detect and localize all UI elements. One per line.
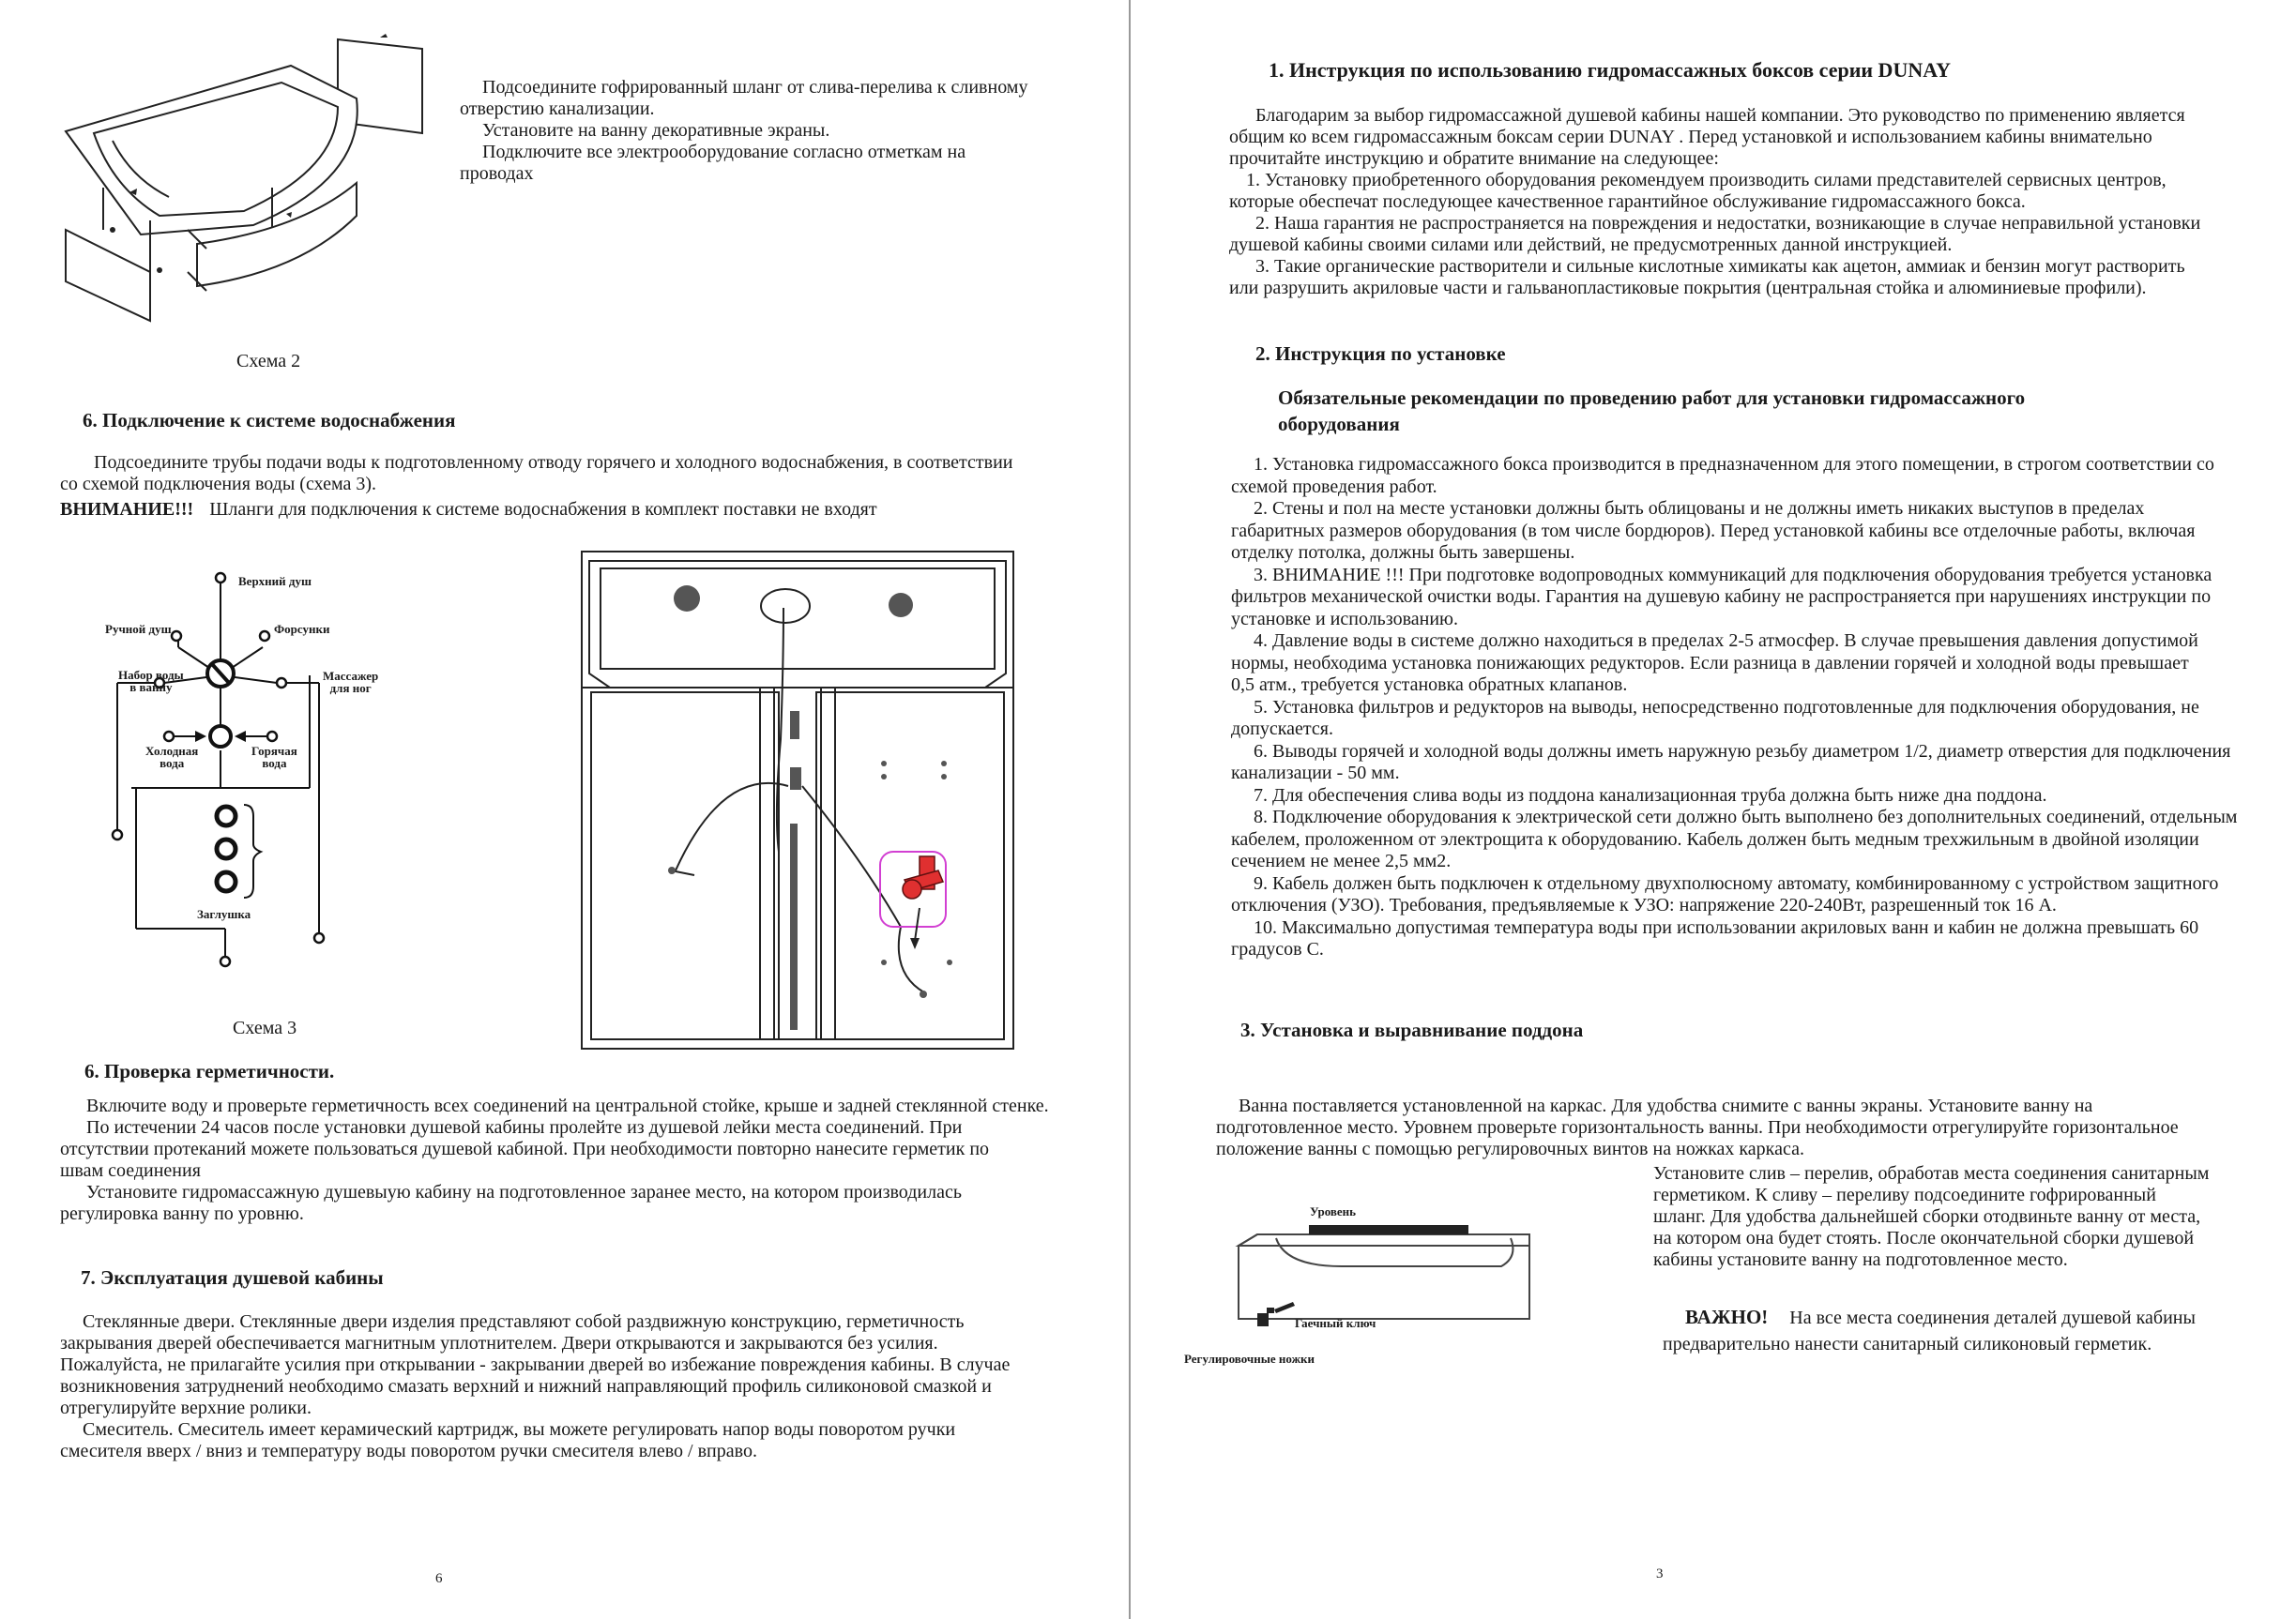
- text-line: 3. ВНИМАНИЕ !!! При подготовке водопроводных коммуникаций для подключения оборудования требуется установка: [1254, 564, 2212, 585]
- text-line: общим ко всем гидромассажным боксам серии DUNAY . Перед установкой и использованием кабины внимательно: [1229, 127, 2152, 147]
- text-line: Установите гидромассажную душевыую кабину на подготовленное заранее место, на котором производилась: [86, 1182, 962, 1203]
- section-check-title: 6. Проверка герметичности.: [84, 1060, 335, 1082]
- important-text: На все места соединения деталей душевой кабины: [1789, 1308, 2196, 1328]
- text-line: 3. Такие органические растворители и сильные кислотные химикаты как ацетон, аммиак и бензин могут растворить: [1255, 256, 2185, 277]
- important-line: [1663, 1304, 2196, 1331]
- label-line: Холодная: [145, 744, 199, 758]
- text-line: отделку потолка, должны быть завершены.: [1231, 542, 1575, 563]
- text-line: 2. Стены и пол на месте установки должны быть облицованы и не должны иметь никаких выступов в пределах: [1254, 498, 2145, 519]
- text-line: закрывания дверей обеспечивается магнитным уплотнителем. Двери открываются и закрываются без усилия.: [60, 1333, 938, 1354]
- text-line: допускается.: [1231, 719, 1333, 739]
- label-line: Набор воды: [118, 668, 184, 682]
- text-line: кабелем, проложенном от электрощита к оборудованию. Кабель должен быть медным трехжильным в двойной изоляции: [1231, 828, 2199, 850]
- label-line: вода: [160, 756, 185, 770]
- text-line: Подсоедините трубы подачи воды к подготовленному отводу горячего и холодного водоснабжения, в соответствии: [94, 452, 1013, 473]
- text-line: Установите на ванну декоративные экраны.: [482, 120, 830, 141]
- text-line: прочитайте инструкцию и обратите внимание на следующее:: [1229, 148, 1719, 169]
- section1-body: [1229, 105, 2200, 299]
- text-line: смесителя вверх / вниз и температуру воды поворотом ручки смесителя влево / вправо.: [60, 1441, 757, 1461]
- text-line: душевой кабины своими силами или действий, не предусмотренных данной инструкцией.: [1229, 235, 1953, 255]
- section1-title: 1. Инструкция по использованию гидромассажных боксов серии DUNAY: [1269, 58, 1951, 82]
- section-check-body: [60, 1096, 1049, 1225]
- important-text-2: предварительно нанести санитарный силиконовый герметик.: [1663, 1334, 2152, 1354]
- text-line: Подсоедините гофрированный шланг от слива-перелива к сливному: [482, 77, 1028, 98]
- section2-body: [1231, 454, 2237, 961]
- text-line: со схемой подключения воды (схема 3).: [60, 474, 377, 494]
- text-line: градусов С.: [1231, 939, 1324, 960]
- text-line: габаритных размеров оборудования (в том числе бордюров). Перед установкой кабины все отделочные работы, включая: [1231, 520, 2196, 541]
- text-line: Включите воду и проверьте герметичность всех соединений на центральной стойке, крыше и задней стеклянной стенке.: [86, 1096, 1049, 1116]
- label-top-shower: Верхний душ: [238, 574, 312, 588]
- label-line: Горячая: [251, 744, 297, 758]
- text-line: 5. Установка фильтров и редукторов на выводы, непосредственно подготовленные для подключения оборудования, не: [1254, 696, 2199, 718]
- section2-title: 2. Инструкция по установке: [1255, 342, 1506, 365]
- text-line: отрегулируйте верхние ролики.: [60, 1398, 312, 1418]
- section-water-body: [60, 452, 1013, 495]
- text-line: канализации - 50 мм.: [1231, 763, 1400, 783]
- caption-scheme2: Схема 2: [236, 351, 301, 371]
- label-line: вода: [262, 756, 287, 770]
- text-line: Стеклянные двери. Стеклянные двери изделия представляют собой раздвижную конструкцию, герметичность: [83, 1311, 965, 1332]
- text-line: которые обеспечат последующее качественное гарантийное обслуживание гидромассажного бокса.: [1229, 191, 2026, 212]
- text-line: герметиком. К сливу – переливу подсоедините гофрированный: [1653, 1185, 2156, 1205]
- text-line: отключения (УЗО). Требования, предъявляемые к УЗО: напряжение 220-240Вт, разрешенный ток 16 А.: [1231, 895, 2057, 915]
- fig-label-legs: Регулировочные ножки: [1184, 1352, 1315, 1366]
- text-line: отверстию канализации.: [460, 98, 655, 119]
- important-note: [1663, 1304, 2196, 1357]
- warning-label: ВНИМАНИЕ!!!: [60, 499, 194, 520]
- text-line: Ванна поставляется установленной на каркас. Для удобства снимите с ванны экраны. Установите ванну на: [1239, 1096, 2093, 1116]
- text-line: 6. Выводы горячей и холодной воды должны иметь наружную резьбу диаметром 1/2, диаметр отверстия для подключения: [1254, 740, 2231, 762]
- text-line: 8. Подключение оборудования к электрической сети должно быть выполнено без дополнительных соединений, отдельным: [1254, 807, 2238, 827]
- text-line: отсутствии протеканий можете пользоваться душевой кабиной. При необходимости повторно нанесите герметик по: [60, 1139, 990, 1159]
- text-line: По истечении 24 часов после установки душевой кабины пролейте из душевой лейки места соединений. При: [86, 1117, 963, 1138]
- caption-scheme3: Схема 3: [233, 1018, 297, 1038]
- text-line: нормы, необходима установка понижающих редукторов. Если разница в давлении горячей и холодной воды превышает: [1231, 652, 2189, 673]
- label-bath-fill: [118, 669, 184, 693]
- text-line: на котором она будет стоять. После окончательной сборки душевой: [1653, 1228, 2195, 1248]
- shower-cabin-figure: [582, 552, 1013, 1049]
- section3-side-text: [1653, 1163, 2209, 1271]
- section-water-title: 6. Подключение к системе водоснабжения: [83, 409, 456, 431]
- text-line: Смеситель. Смеситель имеет керамический картридж, вы можете регулировать напор воды поворотом ручки: [83, 1419, 956, 1440]
- label-nozzles: Форсунки: [274, 622, 330, 636]
- label-hand-shower: Ручной душ: [105, 622, 172, 636]
- subtitle-line: Обязательные рекомендации по проведению работ для установки гидромассажного: [1278, 386, 2026, 409]
- text-line: 2. Наша гарантия не распространяется на повреждения и недостатки, возникающие в случае неправильной установки: [1255, 213, 2201, 234]
- page-number-left: 6: [435, 1571, 443, 1586]
- label-line: в ванну: [129, 680, 173, 694]
- warning-text: Шланги для подключения к системе водоснабжения в комплект поставки не входят: [209, 499, 877, 520]
- text-line: шланг. Для удобства дальнейшей сборки отодвиньте ванну от места,: [1653, 1206, 2201, 1227]
- text-line: 0,5 атм., требуется установка обратных клапанов.: [1231, 674, 1628, 695]
- label-line: Массажер: [323, 669, 379, 683]
- text-line: или разрушить акриловые части и гальванопластиковые покрытия (центральная стойка и алюминиевые профили).: [1229, 278, 2147, 298]
- fig-label-level: Уровень: [1310, 1204, 1357, 1218]
- important-label: ВАЖНО!: [1685, 1306, 1769, 1328]
- label-line: для ног: [329, 681, 372, 695]
- label-hot-water: [251, 745, 297, 769]
- label-cold-water: [145, 745, 198, 769]
- page-number-right: 3: [1656, 1566, 1664, 1581]
- text-line: 10. Максимально допустимая температура воды при использовании акриловых ванн и кабин не должна превышать 60: [1254, 916, 2199, 938]
- section3-title: 3. Установка и выравнивание поддона: [1240, 1019, 1584, 1041]
- text-line: Пожалуйста, не прилагайте усилия при открывании - закрывании дверей во избежание повреждения кабины. В случае: [60, 1354, 1011, 1375]
- text-line: Установите слив – перелив, обработав места соединения санитарным: [1653, 1163, 2210, 1184]
- text-line: проводах: [460, 163, 534, 184]
- label-plug: Заглушка: [197, 907, 251, 921]
- text-line: регулировка ванну по уровню.: [60, 1203, 304, 1224]
- text-line: сечением не менее 2,5 мм2.: [1231, 851, 1452, 871]
- text-line: 1. Установка гидромассажного бокса производится в предназначенном для этого помещении, в строгом соответствии со: [1254, 454, 2214, 475]
- text-line: швам соединения: [60, 1160, 201, 1181]
- text-line: подготовленное место. Уровнем проверьте горизонтальность ванны. При необходимости отрегулируйте горизонтальное: [1216, 1117, 2179, 1138]
- text-line: схемой проведения работ.: [1231, 476, 1437, 497]
- text-line: Благодарим за выбор гидромассажной душевой кабины нашей компании. Это руководство по применению является: [1255, 105, 2185, 126]
- text-line: фильтров механической очистки воды. Гарантия на душевую кабину не распространяется при нарушениях инструкции по: [1231, 586, 2212, 607]
- text-line: Подключите все электрооборудование согласно отметкам на: [482, 142, 966, 162]
- fig-label-wrench: Гаечный ключ: [1295, 1316, 1376, 1330]
- label-foot-massage: [323, 670, 378, 694]
- text-line: 1. Установку приобретенного оборудования рекомендуем производить силами представителей сервисных центров,: [1246, 170, 2167, 190]
- water-warning: [60, 499, 877, 521]
- text-line: 7. Для обеспечения слива воды из поддона канализационная труба должна быть ниже дна поддона.: [1254, 784, 2047, 806]
- text-line: положение ванны с помощью регулировочных винтов на ножках каркаса.: [1216, 1139, 1804, 1159]
- section3-body: [1216, 1096, 2179, 1160]
- bathtub-scheme2-figure: [56, 28, 450, 328]
- text-line: установке и использованию.: [1231, 608, 1458, 629]
- section-use-body: [60, 1311, 1010, 1462]
- subtitle-line: оборудования: [1278, 413, 1400, 435]
- text-line: возникновения затруднений необходимо смазать верхний и нижний направляющий профиль силиконовой смазкой и: [60, 1376, 992, 1397]
- intro-text: [460, 77, 1027, 185]
- text-line: 9. Кабель должен быть подключен к отдельному двухполюсному автомату, комбинированному с устройством защитного: [1254, 872, 2219, 894]
- text-line: кабины установите ванну на подготовленное место.: [1653, 1249, 2068, 1270]
- page-divider: [1129, 0, 1131, 1619]
- text-line: 4. Давление воды в системе должно находиться в пределах 2-5 атмосфер. В случае превышения давления допустимой: [1254, 630, 2198, 651]
- section-use-title: 7. Эксплуатация душевой кабины: [81, 1266, 384, 1289]
- bathtub-level-figure: [1220, 1208, 1558, 1349]
- section2-subtitle: [1278, 385, 2025, 437]
